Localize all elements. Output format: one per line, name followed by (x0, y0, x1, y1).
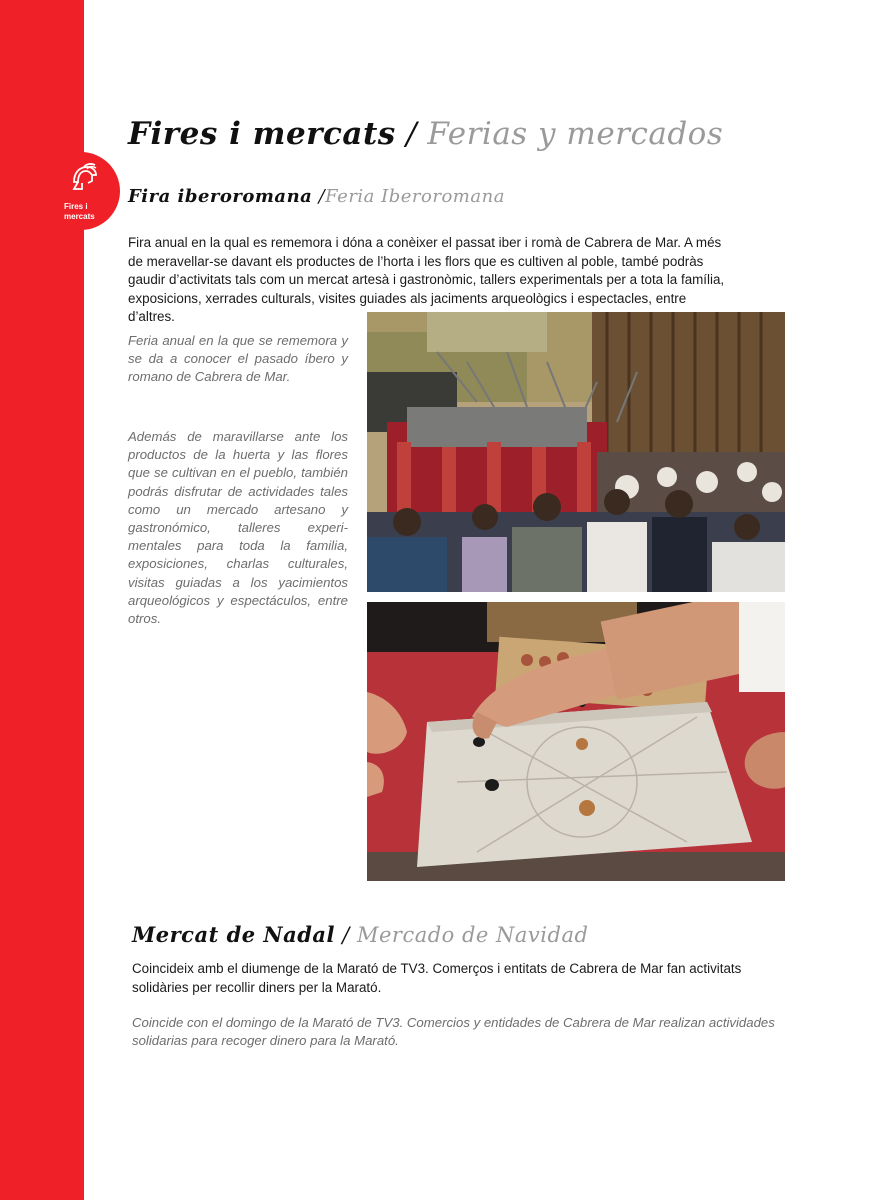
roman-helmet-icon (68, 162, 100, 194)
page-title-separator: / (406, 116, 418, 152)
section1-line: d’altres. (128, 309, 175, 325)
section2-title-es: Mercado de Navidad (356, 923, 589, 947)
page-title (128, 116, 723, 152)
section1-line: gaudir d’activitats tals com un mercat artesà i gastronòmic, tallers experimentals per a tota la família, (128, 272, 725, 288)
section1-title-separator: / (318, 186, 326, 207)
badge-label: Fires i mercats (64, 202, 95, 221)
section1-line: exposicions, xerrades culturals, visites guiades als jaciments arqueològics i espectacles, entre (128, 290, 687, 306)
section2-title-separator: / (342, 923, 350, 947)
section1-line: Fira anual en la qual es rememora i dóna a conèixer el passat iber i romà de Cabrera de Mar. A més (128, 235, 722, 250)
section1-text-es-2: Además de maravillarse ante los productos de la huerta y las flores que se cultivan en el pueblo, también podrás disfrutar de actividades tales como un mercado artesano y gastronómico, talleres experimentales para toda la familia, exposiciones, charlas culturales, visitas guiadas a los yacimientos arqueológicos y espectáculos, entre otros. (128, 429, 348, 627)
section1-title-es: Feria Iberoromana (325, 186, 505, 207)
section1-text-es-1: Feria anual en la que se rememora y se da a conocer el pasado íbero y romano de Cabrera de Mar. (128, 333, 348, 385)
section2-text-es: Coincide con el domingo de la Marató de TV3. Comercios y entidades de Cabrera de Mar realizan actividades solidarias para recoger dinero para la Marató. (132, 1015, 775, 1049)
page-title-ca: Fires i mercats (128, 116, 396, 152)
section1-title-ca: Fira iberoromana (128, 186, 313, 207)
photo-stone-board-game (367, 602, 785, 881)
section-badge (54, 152, 120, 230)
section1-line: de meravellar-se davant els productes de l’horta i les flors que es cultiven al poble, també podràs (128, 253, 704, 269)
section2-title-ca: Mercat de Nadal (132, 922, 336, 947)
photo-roman-reenactment (367, 312, 785, 592)
section2-text-ca: Coincideix amb el diumenge de la Marató de TV3. Comerços i entitats de Cabrera de Mar fan activitats solidàries per recollir diners per la Marató. (132, 961, 742, 995)
page-title-es: Ferias y mercados (427, 116, 724, 152)
section-title-mercat-de-nadal (132, 922, 588, 947)
section-title-fira-iberoromana (128, 186, 505, 207)
